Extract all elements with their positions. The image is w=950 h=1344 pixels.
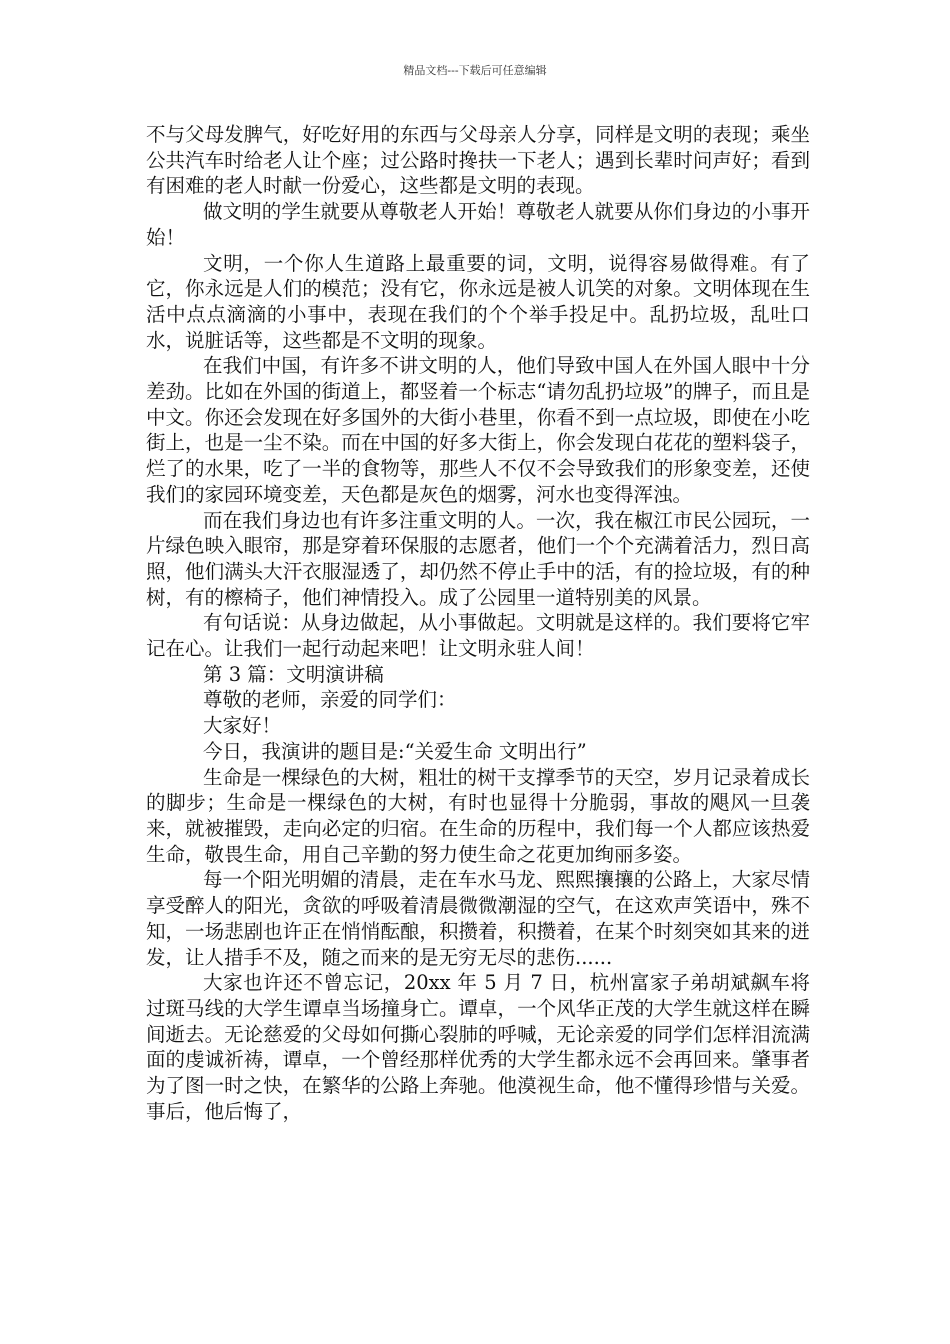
paragraph: 生命是一棵绿色的大树，粗壮的树干支撑季节的天空，岁月记录着成长的脚步；生命是一棵绿色的大树，有时也显得十分脆弱，事故的飓风一旦袭来，就被摧毁，走向必定的归宿。在生命的历程中，我们每一个人都应该热爱生命，敬畏生命，用自己辛勤的努力使生命之花更加绚丽多姿。 xyxy=(146,765,810,866)
paragraph: 大家也许还不曾忘记，20xx 年 5 月 7 日，杭州富家子弟胡斌飙车将过斑马线的大学生谭卓当场撞身亡。谭卓，一个风华正茂的大学生就这样在瞬间逝去。无论慈爱的父母如何撕心裂肺的呼喊，无论亲爱的同学们怎样泪流满面的虔诚祈祷，谭卓，一个曾经那样优秀的大学生都永远不会再回来。肇事者为了图一时之快，在繁华的公路上奔驰。他漠视生命，他不懂得珍惜与关爱。事后，他后悔了， xyxy=(146,971,810,1123)
paragraph: 做文明的学生就要从尊敬老人开始！尊敬老人就要从你们身边的小事开始！ xyxy=(146,200,810,249)
page-header: 精品文档---下载后可任意编辑 xyxy=(403,64,547,77)
document-body xyxy=(146,122,810,1124)
paragraph: 文明，一个你人生道路上最重要的词，文明，说得容易做得难。有了它，你永远是人们的模范；没有它，你永远是被人讥笑的对象。文明体现在生活中点点滴滴的小事中，表现在我们的个个举手投足中。乱扔垃圾，乱吐口水，说脏话等，这些都是不文明的现象。 xyxy=(146,251,810,352)
speech-topic: 今日，我演讲的题目是:“关爱生命 文明出行” xyxy=(203,739,587,763)
paragraph: 每一个阳光明媚的清晨，走在车水马龙、熙熙攘攘的公路上，大家尽情享受醉人的阳光，贪欲的呼吸着清晨微微潮湿的空气，在这欢声笑语中，殊不知，一场悲剧也许正在悄悄酝酿，积攒着，积攒着，在某个时刻突如其来的迸发，让人措手不及，随之而来的是无穷无尽的悲伤...... xyxy=(146,868,810,969)
paragraph: 有句话说：从身边做起，从小事做起。文明就是这样的。我们要将它牢记在心。让我们一起行动起来吧！让文明永驻人间！ xyxy=(146,611,810,661)
paragraph: 在我们中国，有许多不讲文明的人，他们导致中国人在外国人眼中十分差劲。比如在外国的街道上，都竖着一个标志“请勿乱扔垃圾”的牌子，而且是中文。你还会发现在好多国外的大街小巷里，你看不到一点垃圾，即使在小吃街上，也是一尘不染。而在中国的好多大街上，你会发现白花花的塑料袋子，烂了的水果，吃了一半的食物等，那些人不仅不会导致我们的形象变差，还使我们的家园环境变差，天色都是灰色的烟雾，河水也变得浑浊。 xyxy=(146,354,810,506)
paragraph: 不与父母发脾气，好吃好用的东西与父母亲人分享，同样是文明的表现；乘坐公共汽车时给老人让个座；过公路时搀扶一下老人；遇到长辈时问声好；看到有困难的老人时献一份爱心，这些都是文明的表现。 xyxy=(146,123,810,198)
greeting: 大家好！ xyxy=(203,714,282,738)
section-title: 第 3 篇：文明演讲稿 xyxy=(203,662,384,686)
paragraph: 而在我们身边也有许多注重文明的人。一次，我在椒江市民公园玩，一片绿色映入眼帘，那是穿着环保服的志愿者，他们一个个充满着活力，烈日高照，他们满头大汗衣服湿透了，却仍然不停止手中的活，有的捡垃圾，有的种树，有的檫椅子，他们神情投入。成了公园里一道特别美的风景。 xyxy=(146,508,810,609)
salutation: 尊敬的老师，亲爱的同学们： xyxy=(203,688,457,712)
